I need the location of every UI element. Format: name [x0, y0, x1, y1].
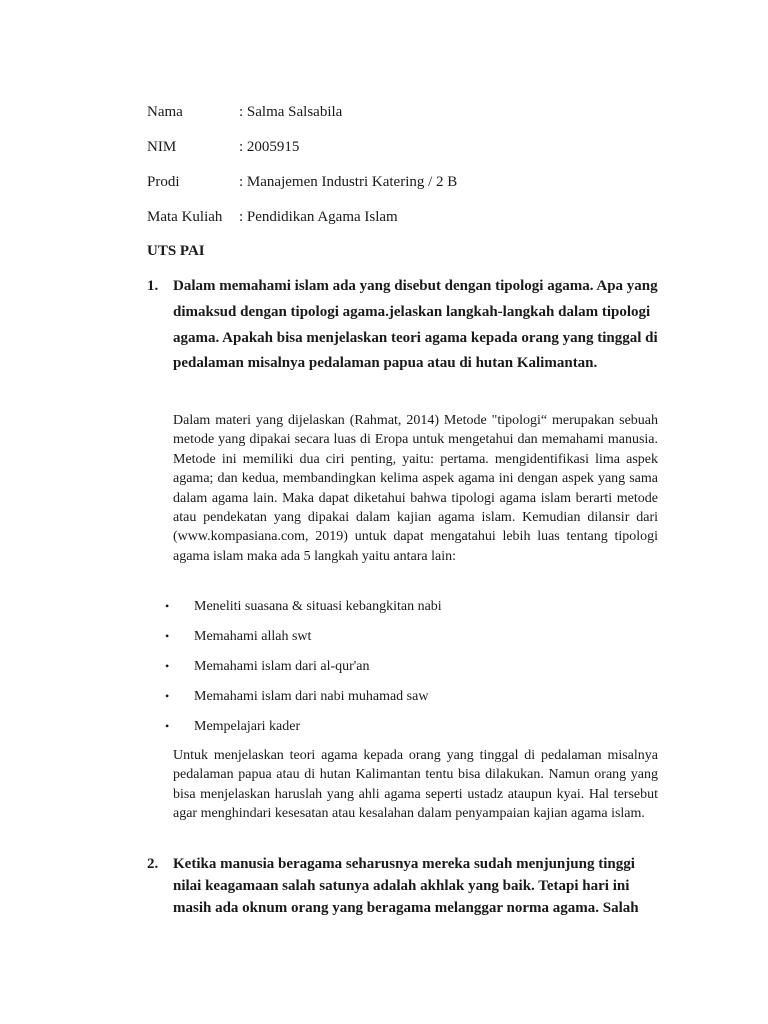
question-number: 1. [147, 278, 159, 294]
info-label: Mata Kuliah [147, 209, 223, 225]
info-value: : Pendidikan Agama Islam [239, 209, 398, 225]
question-number: 2. [147, 856, 159, 872]
step-text: Memahami islam dari al-qur'an [194, 659, 370, 674]
info-label: NIM [147, 139, 177, 155]
document-heading: UTS PAI [147, 243, 205, 259]
question-text: Dalam memahami islam ada yang disebut dengan tipologi agama. Apa yang dimaksud dengan tipologi agama.jelaskan langkah-langkah dalam tipologi agama. Apakah bisa menjelaskan teori agama kepada orang yang tinggal di pedalaman misalnya pedalaman papua atau di hutan Kalimantan. [173, 278, 658, 372]
answer-intro-paragraph: Dalam materi yang dijelaskan (Rahmat, 2014) Metode "tipologi“ merupakan sebuah metode yang dipakai secara luas di Eropa untuk mengetahui dan memahami manusia. Metode ini memiliki dua ciri penting, yaitu: pertama. mengidentifikasi lima aspek agama; dan kedua, membandingkan kelima aspek agama ini dengan aspek yang sama dalam agama lain. Maka dapat diketahui bahwa tipologi agama islam berarti metode atau pendekatan yang dipakai dalam kajian agama islam. Kemudian dilansir dari (www.kompasiana.com, 2019) untuk dapat mengatahui lebih luas tentang tipologi agama islam maka ada 5 langkah yaitu antara lain: [173, 413, 658, 564]
step-text: Meneliti suasana & situasi kebangkitan nabi [194, 599, 442, 614]
step-text: Memahami islam dari nabi muhamad saw [194, 689, 429, 704]
info-row-prodi [147, 172, 457, 192]
bullet-icon: • [165, 689, 170, 703]
info-value: : Salma Salsabila [239, 104, 343, 120]
list-item [165, 596, 442, 626]
list-item [165, 686, 442, 716]
bullet-icon: • [165, 599, 170, 613]
bullet-icon: • [165, 719, 170, 733]
question-text: Ketika manusia beragama seharusnya mereka sudah menjunjung tinggi nilai keagamaan salah satunya adalah akhlak yang baik. Tetapi hari ini masih ada oknum orang yang beragama melanggar norma agama. Salah [173, 856, 639, 916]
info-row-nama [147, 102, 342, 122]
step-text: Memahami allah swt [194, 629, 312, 644]
info-value: : 2005915 [239, 139, 300, 155]
answer-closing-paragraph: Untuk menjelaskan teori agama kepada orang yang tinggal di pedalaman misalnya pedalaman papua atau di hutan Kalimantan tentu bisa dilakukan. Namun orang yang bisa menjelaskan haruslah yang ahli agama seperti ustadz ataupun kyai. Hal tersebut agar menghindari kesesatan atau kesalahan dalam penyampaian kajian agama islam. [173, 748, 658, 822]
info-value: : Manajemen Industri Katering / 2 B [239, 174, 458, 190]
info-row-mata-kuliah [147, 207, 398, 227]
step-text: Mempelajari kader [194, 719, 301, 734]
steps-list [165, 596, 442, 746]
bullet-icon: • [165, 629, 170, 643]
info-row-nim [147, 137, 299, 157]
list-item [165, 626, 442, 656]
list-item [165, 716, 442, 746]
info-label: Nama [147, 104, 183, 120]
list-item [165, 656, 442, 686]
info-label: Prodi [147, 174, 180, 190]
bullet-icon: • [165, 659, 170, 673]
